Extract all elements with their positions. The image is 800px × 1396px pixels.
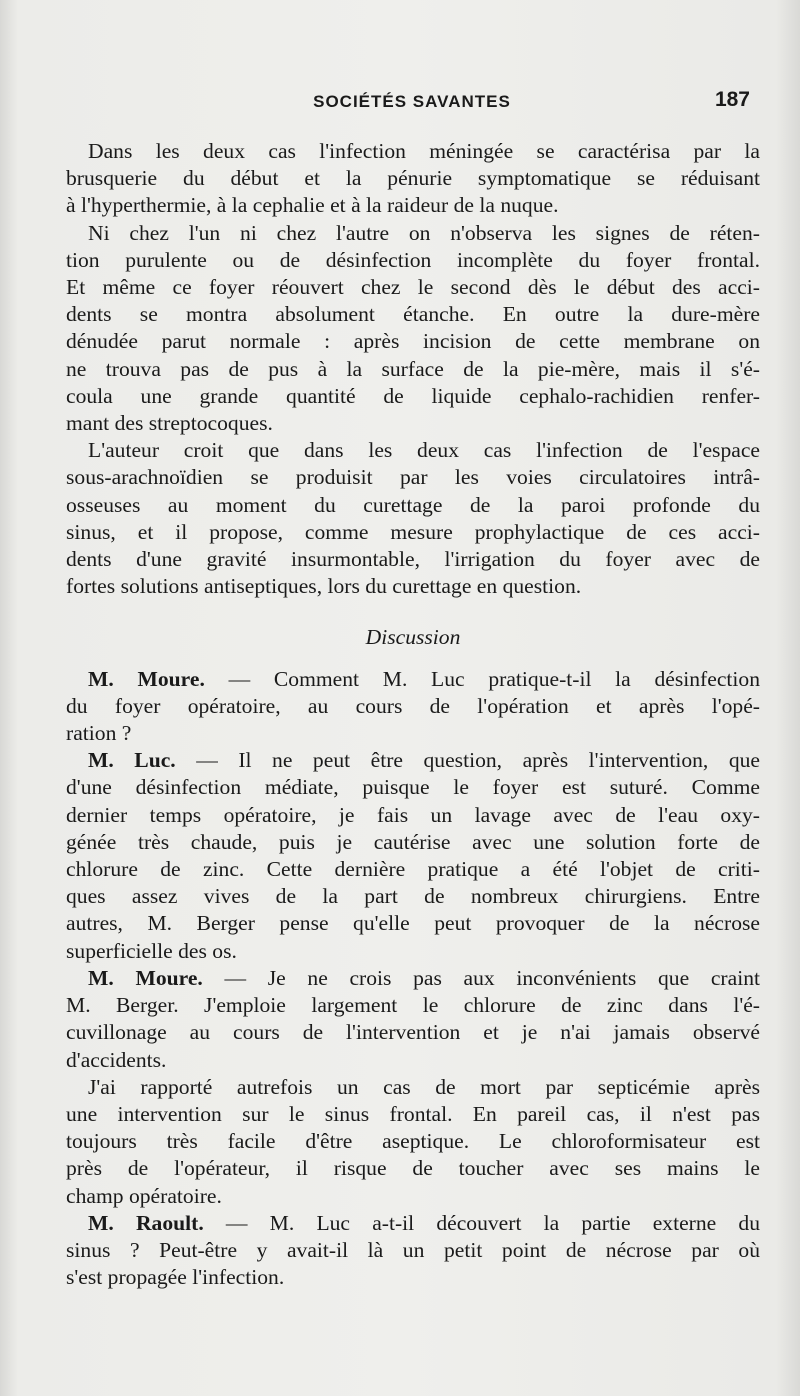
section-heading: Discussion <box>365 625 461 650</box>
text-line: une intervention sur le sinus frontal. En pareil cas, il n'est pas <box>66 1101 760 1126</box>
text-line: superficielle des os. <box>66 938 237 963</box>
text-line: à l'hyperthermie, à la cephalie et à la raideur de la nuque. <box>66 193 559 218</box>
discussion-entry <box>66 1210 760 1292</box>
text-line: mant des streptocoques. <box>66 411 273 436</box>
body-text <box>66 138 760 1291</box>
paragraph <box>66 220 760 438</box>
discussion-entry <box>66 965 760 1074</box>
text-line: coula une grande quantité de liquide cephalo-rachidien renfer- <box>66 383 760 408</box>
text-line <box>66 747 760 774</box>
text-line: d'une désinfection médiate, puisque le foyer est suturé. Comme <box>66 775 760 800</box>
text-line: fortes solutions antiseptiques, lors du curettage en question. <box>66 574 582 599</box>
text-line: autres, M. Berger pense qu'elle peut provoquer de la nécrose <box>66 911 760 936</box>
text-line: sinus ? Peut-être y avait-il là un petit point de nécrose par où <box>66 1237 760 1262</box>
speaker-name: M. Raoult. <box>88 1210 204 1235</box>
text-line: dernier temps opératoire, je fais un lavage avec de l'eau oxy- <box>66 802 760 827</box>
discussion-entry <box>66 1074 760 1210</box>
text-line: génée très chaude, puis je cautérise avec une solution forte de <box>66 829 760 854</box>
speech-text: — Il ne peut être question, après l'intervention, que <box>175 748 761 773</box>
text-line: sous-arachnoïdien se produisit par les voies circulatoires intrâ- <box>66 465 760 490</box>
text-line: Ni chez l'un ni chez l'autre on n'observa les signes de réten- <box>88 220 760 245</box>
text-line: toujours très facile d'être aseptique. Le chloroformisateur est <box>66 1129 760 1154</box>
text-line: ne trouva pas de pus à la surface de la pie-mère, mais il s'é- <box>66 356 760 381</box>
text-line: ration ? <box>66 721 132 746</box>
text-line: cuvillonage au cours de l'intervention et je n'ai jamais observé <box>66 1020 760 1045</box>
text-line: dénudée parut normale : après incision de cette membrane on <box>66 329 760 354</box>
text-line: d'accidents. <box>66 1047 167 1072</box>
text-line: ques assez vives de la part de nombreux chirurgiens. Entre <box>66 884 760 909</box>
paragraph <box>66 138 760 220</box>
text-line: près de l'opérateur, il risque de toucher avec ses mains le <box>66 1156 760 1181</box>
text-line <box>66 965 760 992</box>
text-line: osseuses au moment du curettage de la paroi profonde du <box>66 492 760 517</box>
text-line: chlorure de zinc. Cette dernière pratique a été l'objet de criti- <box>66 857 760 882</box>
text-line <box>66 1210 760 1237</box>
discussion-entry <box>66 666 760 748</box>
text-line: dents d'une gravité insurmontable, l'irrigation du foyer avec de <box>66 547 760 572</box>
text-line: J'ai rapporté autrefois un cas de mort par septicémie après <box>88 1074 760 1099</box>
page-number: 187 <box>714 88 750 111</box>
speech-text: — Comment M. Luc pratique-t-il la désinfection <box>204 666 760 691</box>
text-line: du foyer opératoire, au cours de l'opération et après l'opé- <box>66 693 760 718</box>
running-title: SOCIÉTÉS SAVANTES <box>313 92 511 111</box>
running-head <box>74 88 750 118</box>
text-line: dents se montra absolument étanche. En outre la dure-mère <box>66 302 760 327</box>
text-line: L'auteur croit que dans les deux cas l'infection de l'espace <box>88 438 760 463</box>
text-line: tion purulente ou de désinfection incomplète du foyer frontal. <box>66 247 760 272</box>
speaker-name: M. Moure. <box>88 965 203 990</box>
speaker-name: M. Luc. <box>88 748 176 773</box>
text-line: s'est propagée l'infection. <box>66 1265 285 1290</box>
paragraph <box>66 437 760 600</box>
speaker-name: M. Moure. <box>88 666 205 691</box>
text-line: Et même ce foyer réouvert chez le second dès le début des acci- <box>66 275 760 300</box>
text-line: champ opératoire. <box>66 1183 222 1208</box>
text-line: Dans les deux cas l'infection méningée se caractérisa par la <box>88 139 760 163</box>
discussion-entry <box>66 747 760 965</box>
speech-text: — M. Luc a-t-il découvert la partie externe du <box>203 1210 760 1235</box>
speech-text: — Je ne crois pas aux inconvénients que craint <box>202 965 760 990</box>
text-line: M. Berger. J'emploie largement le chlorure de zinc dans l'é- <box>66 993 760 1018</box>
text-line <box>66 666 760 693</box>
text-line: sinus, et il propose, comme mesure prophylactique de ces acci- <box>66 519 760 544</box>
text-line: brusquerie du début et la pénurie symptomatique se réduisant <box>66 166 760 191</box>
